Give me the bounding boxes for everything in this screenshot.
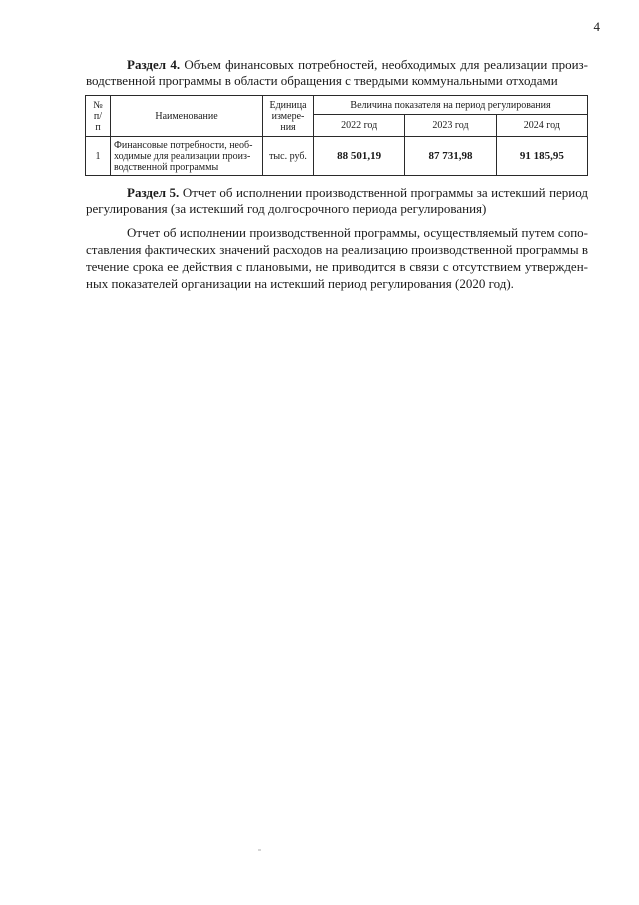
page-number: 4: [593, 19, 600, 34]
header-year-2023: 2023 год: [405, 115, 496, 137]
report-line-4: ных показателей организации на истекший период регулирования (2020 год).: [86, 276, 514, 291]
header-num: [86, 96, 111, 137]
row-name: [111, 137, 263, 176]
header-num-line2: п/: [93, 110, 103, 122]
report-line-3: течение срока ее действия с плановыми, не приводится в связи с отсутствием утвержден-: [86, 259, 588, 274]
financial-needs-table: [85, 95, 588, 176]
section-4-text-line2: водственной программы в области обращения с твердыми коммунальными отходами: [86, 73, 558, 88]
section-4-text-line1: Объем финансовых потребностей, необходимых для реализации произ-: [184, 57, 589, 72]
header-unit: [263, 96, 314, 137]
header-name: Наименование: [111, 96, 263, 137]
header-unit-line1: Единица: [269, 99, 307, 111]
section-5-text-line1: Отчет об исполнении производственной программы за истекший период: [182, 185, 588, 200]
table-row: [86, 137, 588, 176]
header-num-line3: п: [95, 121, 101, 133]
row-value-2024: 91 185,95: [496, 137, 587, 176]
section-5-text-line2: регулирования (за истекший год долгосрочного периода регулирования): [86, 201, 487, 216]
header-year-2022: 2022 год: [314, 115, 405, 137]
scan-artifact: [258, 849, 261, 851]
report-line-1: Отчет об исполнении производственной программы, осуществляемый путем сопо-: [127, 225, 588, 240]
row-value-2023: 87 731,98: [405, 137, 496, 176]
header-year-2024: 2024 год: [496, 115, 587, 137]
row-num: 1: [86, 137, 111, 176]
row-unit: тыс. руб.: [263, 137, 314, 176]
report-paragraph: [86, 224, 588, 292]
section-5-heading: [86, 185, 588, 217]
section-5-label: Раздел 5.: [127, 185, 180, 200]
section-4-label: Раздел 4.: [127, 57, 181, 72]
header-unit-line3: ния: [280, 121, 296, 133]
report-line-2: ставления фактических значений расходов на реализацию производственной программы в: [86, 242, 588, 257]
header-unit-line2: измере-: [271, 110, 305, 122]
section-4-heading: [86, 57, 588, 89]
row-name-line1: Финансовые потребности, необ-: [114, 139, 253, 151]
header-num-line1: №: [93, 99, 103, 111]
table-header-row: [86, 96, 588, 115]
row-name-line2: ходимые для реализации произ-: [114, 150, 251, 162]
row-value-2022: 88 501,19: [314, 137, 405, 176]
row-name-line3: водственной программы: [114, 161, 219, 173]
header-period: Величина показателя на период регулирования: [314, 96, 588, 115]
